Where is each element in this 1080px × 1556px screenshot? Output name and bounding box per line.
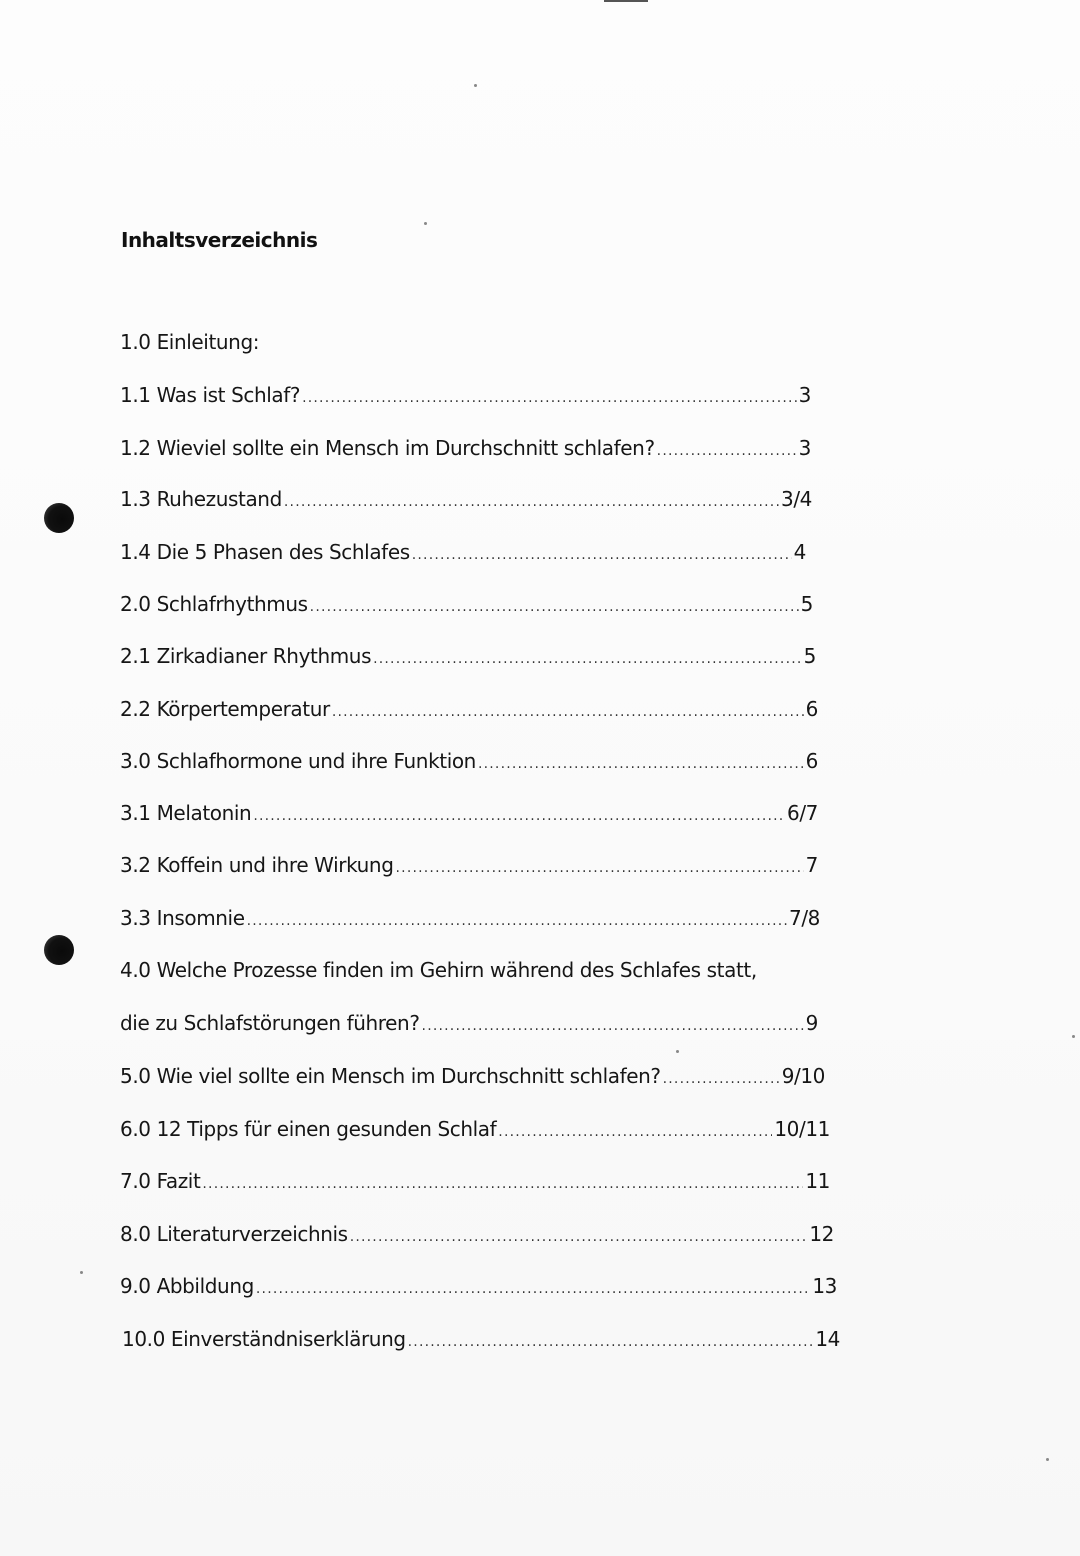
toc-leader-dots <box>657 443 797 459</box>
toc-entry-page: 7 <box>805 853 818 877</box>
toc-entry <box>120 1169 830 1193</box>
toc-entry-page: 3 <box>798 383 811 407</box>
toc-entry-label: 3.1 Melatonin <box>120 801 252 825</box>
toc-entry <box>122 1327 840 1351</box>
toc-entry <box>120 1222 834 1246</box>
toc-leader-dots <box>302 390 797 406</box>
toc-leader-dots <box>332 704 804 720</box>
toc-entry-label: 8.0 Literaturverzeichnis <box>120 1222 348 1246</box>
toc-entry-label: 1.0 Einleitung: <box>120 330 260 354</box>
toc-entry-label: 2.2 Körpertemperatur <box>120 697 330 721</box>
toc-entry <box>120 958 820 982</box>
toc-entry-label: 5.0 Wie viel sollte ein Mensch im Durchschnitt schlafen? <box>120 1064 661 1088</box>
toc-entry-label: 1.4 Die 5 Phasen des Schlafes <box>120 540 410 564</box>
toc-entry-label: 2.1 Zirkadianer Rhythmus <box>120 644 372 668</box>
toc-leader-dots <box>498 1124 772 1140</box>
toc-entry-page: 4 <box>793 540 806 564</box>
toc-leader-dots <box>284 494 779 510</box>
toc-entry-label: 1.1 Was ist Schlaf? <box>120 383 301 407</box>
toc-entry <box>120 801 818 825</box>
toc-leader-dots <box>247 913 787 929</box>
toc-entry <box>120 487 812 511</box>
toc-entry-page: 9 <box>805 1011 818 1035</box>
toc-entry-label: 10.0 Einverständniserklärung <box>122 1327 406 1351</box>
toc-entry <box>120 749 818 773</box>
toc-entry <box>120 644 816 668</box>
toc-entry-label: 3.2 Koffein und ihre Wirkung <box>120 853 394 877</box>
toc-leader-dots <box>256 1281 810 1297</box>
toc-entry-page: 7/8 <box>789 906 820 930</box>
toc-entry-page: 13 <box>812 1274 837 1298</box>
page-title: Inhaltsverzeichnis <box>121 228 318 252</box>
toc-entry <box>120 330 820 354</box>
toc-entry <box>120 383 811 407</box>
toc-leader-dots <box>202 1176 803 1192</box>
toc-leader-dots <box>663 1071 780 1087</box>
toc-entry-page: 12 <box>809 1222 834 1246</box>
toc-entry-label: 3.0 Schlafhormone und ihre Funktion <box>120 749 476 773</box>
toc-entry <box>120 906 820 930</box>
toc-entry-label: 3.3 Insomnie <box>120 906 245 930</box>
toc-entry-page: 6/7 <box>787 801 818 825</box>
toc-entry-page: 6 <box>805 749 818 773</box>
toc-entry-label: 7.0 Fazit <box>120 1169 201 1193</box>
toc-entry-label: 1.2 Wieviel sollte ein Mensch im Durchschnitt schlafen? <box>120 436 655 460</box>
toc-entry-page: 5 <box>800 592 813 616</box>
toc-entry-page: 3/4 <box>781 487 812 511</box>
toc-leader-dots <box>422 1018 804 1034</box>
toc-entry <box>120 540 806 564</box>
toc-leader-dots <box>408 1334 814 1350</box>
toc-leader-dots <box>350 1229 808 1245</box>
toc-entry <box>120 436 811 460</box>
toc-entry <box>120 1117 830 1141</box>
toc-entry <box>120 1064 825 1088</box>
toc-entry-label: 4.0 Welche Prozesse finden im Gehirn während des Schlafes statt, <box>120 958 757 982</box>
toc-entry <box>120 853 818 877</box>
toc-leader-dots <box>373 651 802 667</box>
toc-entry <box>120 697 818 721</box>
toc-entry <box>120 1011 818 1035</box>
toc-leader-dots <box>253 808 785 824</box>
toc-leader-dots <box>412 547 792 563</box>
toc-entry-label: 2.0 Schlafrhythmus <box>120 592 308 616</box>
toc-entry-page: 5 <box>803 644 816 668</box>
toc-entry <box>120 1274 837 1298</box>
toc-entry-page: 9/10 <box>781 1064 825 1088</box>
toc-entry-page: 14 <box>815 1327 840 1351</box>
toc-entry-page: 11 <box>805 1169 830 1193</box>
toc-leader-dots <box>478 756 804 772</box>
toc-entry-label: 6.0 12 Tipps für einen gesunden Schlaf <box>120 1117 497 1141</box>
toc-entry-page: 3 <box>798 436 811 460</box>
toc-entry-page: 10/11 <box>774 1117 830 1141</box>
toc-entry-label: die zu Schlafstörungen führen? <box>120 1011 420 1035</box>
toc-entry-label: 9.0 Abbildung <box>120 1274 254 1298</box>
toc-leader-dots <box>396 860 804 876</box>
toc-entry-label: 1.3 Ruhezustand <box>120 487 282 511</box>
toc-leader-dots <box>310 599 799 615</box>
toc-entry-page: 6 <box>805 697 818 721</box>
toc-entry <box>120 592 813 616</box>
